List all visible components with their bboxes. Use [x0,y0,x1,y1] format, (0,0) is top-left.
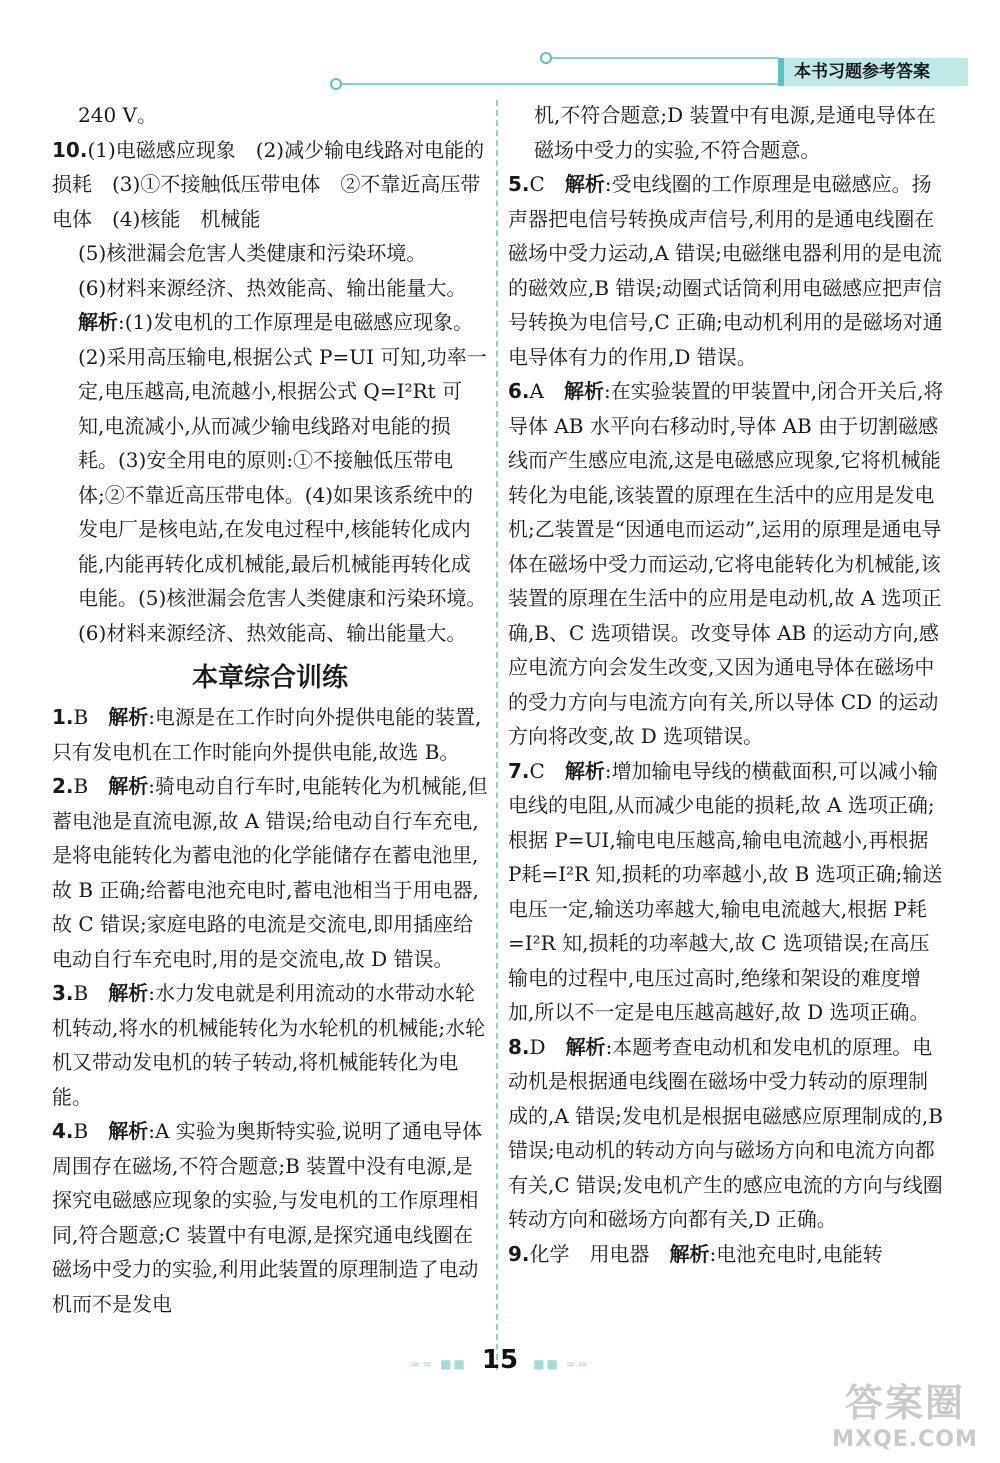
question-number: 6. [508,379,530,403]
right-column [508,98,944,1271]
question-number: 10. [52,137,88,162]
footer-ornament-icon: ■■ ≈≈ [533,1356,590,1371]
answer-paragraph [508,98,944,167]
answer-text: :A 实验为奥斯特实验,说明了通电导体周围存在磁场,不符合题意;B 装置中没有电源,是探究电磁感应现象的实验,与发电机的工作原理相同,符合题意;C 装置中有电源,是探究通电线圈在磁场中受力的实验,利用此装置的原理制造了电动机而不是发电 [52,1119,483,1316]
question-number: 9. [508,1241,530,1266]
answer-item [52,976,488,1114]
answer-item [508,374,944,754]
section-title: 本章综合训练 [191,663,348,693]
analysis-label: 解析 [108,705,149,729]
answer-item [508,167,944,374]
question-number: 8. [508,1034,530,1059]
question-number: 7. [508,758,530,783]
analysis-label: 解析 [563,379,604,403]
answer-text: :受电线圈的工作原理是电磁感应。扬声器把电信号转换成声信号,利用的是通电线圈在磁场中受力运动,A 错误;电磁继电器利用的是电流的磁效应,B 错误;动圈式话筒利用电磁感应把声信号转换为电信号,C 正确;电动机利用的是磁场对通电导体有力的作用,D 错误。 [508,172,943,369]
answer-paragraph [52,271,488,306]
answer-item [52,1114,488,1321]
header-dot-icon [540,52,552,64]
answer-item [508,1237,944,1272]
answer-choice: B [73,774,89,798]
answer-text: :在实验装置的甲装置中,闭合开关后,将导体 AB 水平向右移动时,导体 AB 由于切割磁感线而产生感应电流,这是电磁感应现象,它将机械能转化为电能,该装置的原理在生活中的应用是发电机;乙装置是“因通电而运动”,运用的原理是通电导体在磁场中受力而运动,它将电能转化为机械能,该装置的原理在生活中的应用是电动机,故 A 选项正确,B、C 选项错误。改变导体 AB 的运动方向,感应电流方向会发生改变,又因为通电导体在磁场中的受力方向与电流方向有关,所以导体 CD 的运动方向将改变,故 D 选项错误。 [508,379,944,748]
question-number: 1. [52,705,74,729]
answer-choice: B [73,981,89,1005]
analysis-label: 解析 [564,758,605,783]
left-column [52,98,488,1321]
analysis-label: 解析 [565,1034,606,1059]
page-footer [0,1345,1000,1375]
answer-choice: C [529,172,545,196]
page-number: 15 [481,1345,519,1375]
answer-text: :电池充电时,电能转 [709,1241,883,1266]
answer-text: (5)核泄漏会危害人类健康和污染环境。 [78,241,427,265]
answer-item [508,1030,944,1237]
watermark-line1: 答案圈 [844,1381,965,1425]
answer-text: :本题考查电动机和发电机的原理。电动机是根据通电线圈在磁场中受力转动的原理制成的,A 错误;发电机是根据电磁感应原理制成的,B 错误;电动机的转动方向与磁场方向和电流方向都有关,C 错误;发电机产生的感应电流的方向与线圈转动方向和磁场方向都有关,D 正确。 [508,1034,943,1231]
analysis-label: 解析 [108,1119,149,1143]
answer-choice: C [529,758,545,783]
watermark-line2: MXQE.COM [832,1427,978,1452]
header-rule [338,83,790,85]
answer-item [52,133,488,237]
answer-text: :(1)发电机的工作原理是电磁感应现象。(2)采用高压输电,根据公式 P=UI 可知,功率一定,电压越高,电流越小,根据公式 Q=I²Rt 可知,电流减小,从而减少输电线路对电能的损耗。(3)安全用电的原则:①不接触低压带电体;②不靠近高压带电体。(4)如果该系统中的发电厂是核电站,在发电过程中,核能转化成内能,内能再转化成机械能,最后机械能再转化成电能。(5)核泄漏会危害人类健康和污染环境。(6)材料来源经济、热效能高、输出能量大。 [78,310,487,645]
answer-text: :增加输电导线的横截面积,可以减小输电线的电阻,从而减少电能的损耗,故 A 选项正确;根据 P=UI,输电电压越高,输电电流越小,再根据 P耗=I²R 知,损耗的功率越小,故 B 选项正确;输送电压一定,输送功率越大,输电电流越大,根据 P耗=I²R 知,损耗的功率越大,故 C 选项错误;在高压输电的过程中,电压过高时,绝缘和架设的难度增加,所以不一定是电压越高越好,故 D 选项正确。 [508,758,943,1024]
answer-text: :骑电动自行车时,电能转化为机械能,但蓄电池是直流电源,故 A 错误;给电动自行车充电,是将电能转化为蓄电池的化学能储存在蓄电池里,故 B 正确;给蓄电池充电时,蓄电池相当于用电器,故 C 错误;家庭电路的电流是交流电,即用插座给电动自行车充电时,用的是交流电,故 D 错误。 [52,774,488,971]
watermark-logo [820,1372,990,1452]
answer-choice: B [73,705,89,729]
answer-choice: 化学 用电器 [529,1241,650,1266]
answer-text: 机,不符合题意;D 装置中有电源,是通电导体在磁场中受力的实验,不符合题意。 [534,103,936,162]
analysis-label: 解析 [108,774,149,798]
answer-choice: B [73,1119,89,1143]
answer-paragraph [52,98,488,133]
header-badge: 本书习题参考答案 [778,58,968,86]
analysis-label: 解析 [78,310,118,334]
analysis-label: 解析 [564,172,605,196]
answer-text: (6)材料来源经济、热效能高、输出能量大。 [78,275,467,300]
question-number: 2. [52,774,74,798]
answer-text: :电源是在工作时向外提供电能的装置,只有发电机在工作时能向外提供电能,故选 B。 [52,705,482,764]
answer-choice: A [529,379,544,403]
analysis-label: 解析 [669,1241,710,1266]
analysis-label: 解析 [108,981,149,1005]
question-number: 3. [52,981,74,1005]
answer-text: (1)电磁感应现象 (2)减少输电线路对电能的损耗 (3)①不接触低压带电体 ②不靠近高压带电体 (4)核能 机械能 [52,137,485,231]
answer-paragraph [52,305,488,650]
header-rule-top [548,57,778,59]
header-dot-icon [330,78,342,90]
answer-choice: D [529,1034,546,1059]
answer-item [52,700,488,769]
answer-item [52,769,488,976]
column-divider [496,100,498,1370]
footer-ornament-icon: ≈≈ ■■ [410,1356,467,1371]
answer-item [508,754,944,1030]
answer-paragraph [52,236,488,271]
answer-text: :水力发电就是利用流动的水带动水轮机转动,将水的机械能转化为水轮机的机械能;水轮机又带动发电机的转子转动,将机械能转化为电能。 [52,981,486,1109]
question-number: 4. [52,1119,74,1143]
answer-text: 240 V。 [78,103,157,127]
question-number: 5. [508,172,530,196]
